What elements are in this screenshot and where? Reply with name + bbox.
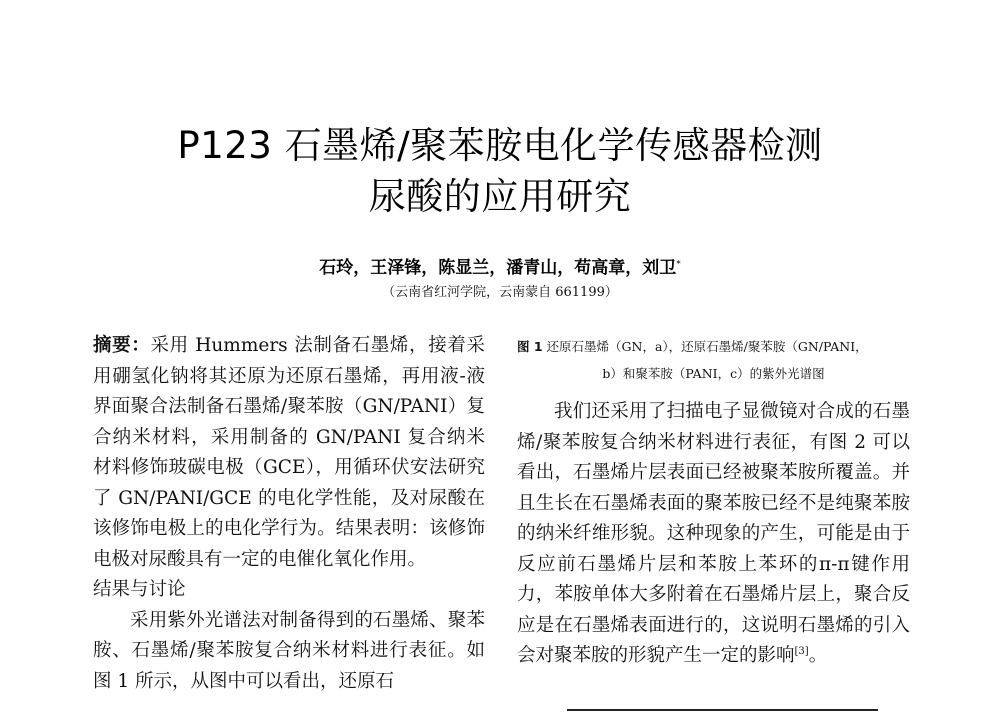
section-heading: 结果与讨论 [93, 579, 186, 600]
abstract-text: 采用 Hummers 法制备石墨烯，接着采用硼氢化钠将其还原为还原石墨烯，再用液-液界面聚合法制备石墨烯/聚苯胺（GN/PANI）复合纳米材料，采用制备的 GN/PANI 复合纳米材料修饰玻碳电极（GCE），用循环伏安法研究了 GN/PANI/GCE 的电化学性能，及对尿酸在该修饰电极上的电化学行为。结果表明：该修饰电极对尿酸具有一定的电催化氧化作用。 [93, 335, 485, 570]
body-paragraph-right-end: 。 [808, 645, 828, 666]
author-names: 石玲，王泽锋，陈显兰，潘青山，苟高章，刘卫 [319, 258, 677, 278]
author-list [0, 253, 1000, 278]
right-column [517, 333, 910, 672]
figure-label: 图 1 [517, 339, 543, 354]
left-column [93, 331, 485, 697]
corresponding-author-mark: * [676, 259, 681, 270]
author-affiliation: （云南省红河学院，云南蒙自 661199） [382, 285, 618, 300]
figure-caption-line-1 [517, 333, 910, 360]
body-paragraph-left: 采用紫外光谱法对制备得到的石墨烯、聚苯胺、石墨烯/聚苯胺复合纳米材料进行表征。如图 1 所示，从图中可以看出，还原石 [93, 609, 485, 692]
paper-title-line-1: P123 石墨烯/聚苯胺电化学传感器检测 [177, 124, 823, 167]
figure-caption-text-1: 还原石墨烯（GN，a），还原石墨烯/聚苯胺（GN/PANI， [546, 339, 868, 354]
paper-title-line-2: 尿酸的应用研究 [368, 175, 632, 218]
citation-ref: [3] [794, 645, 809, 657]
body-paragraph-right-text: 我们还采用了扫描电子显微镜对合成的石墨烯/聚苯胺复合纳米材料进行表征，有图 2 可以看出，石墨烯片层表面已经被聚苯胺所覆盖。并且生长在石墨烯表面的聚苯胺已经不是纯聚苯胺的纳米纤维形貌。这种现象的产生，可能是由于反应前石墨烯片层和苯胺上苯环的π-π键作用力，苯胺单体大多附着在石墨烯片层上，聚合反应是在石墨烯表面进行的，这说明石墨烯的引入会对聚苯胺的形貌产生一定的影响 [517, 401, 910, 666]
figure-caption-line-2: b）和聚苯胺（PANI，c）的紫外光谱图 [602, 366, 825, 381]
footnote-rule [567, 709, 878, 711]
abstract-label: 摘要： [93, 335, 151, 356]
body-paragraph-right [517, 397, 910, 672]
abstract-paragraph [93, 331, 485, 575]
